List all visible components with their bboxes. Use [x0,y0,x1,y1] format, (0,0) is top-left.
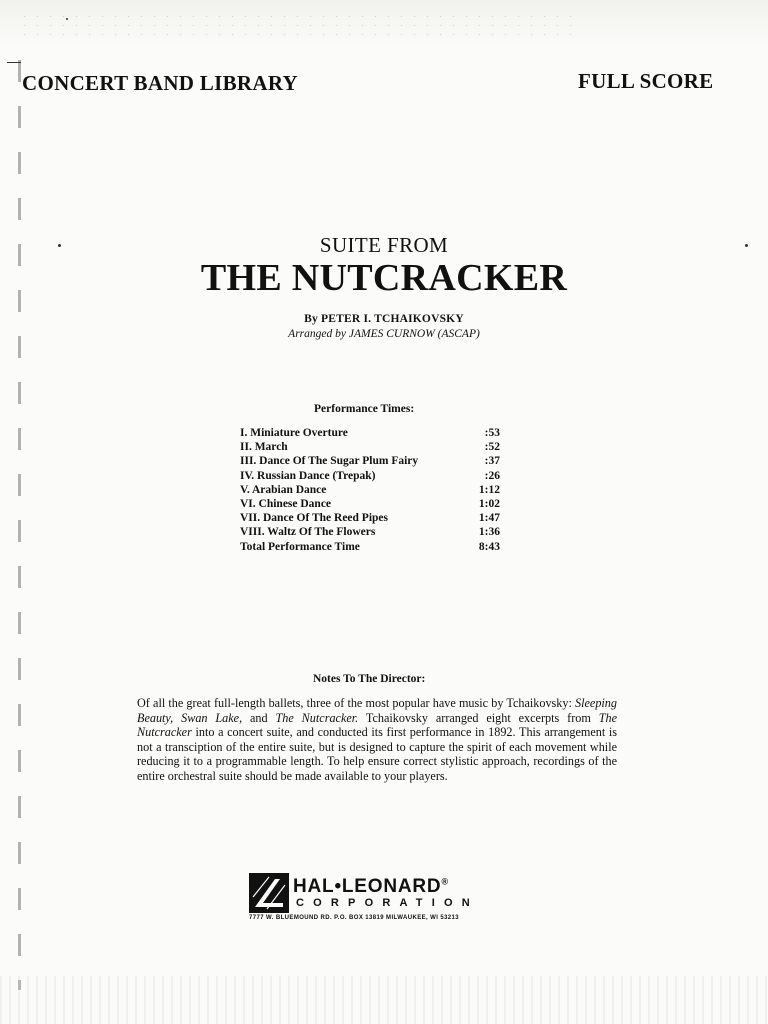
movement-name: VII. Dance Of The Reed Pipes [240,512,389,525]
page-title: THE NUTCRACKER [200,257,568,299]
notes-ballet-title: The Nutcracker [137,710,617,740]
movement-row [240,511,500,525]
arranger-credit: Arranged by JAMES CURNOW (ASCAP) [288,328,480,340]
performance-times-heading: Performance Times: [314,403,415,415]
subtitle-text: SUITE FROM [319,233,449,257]
scan-binding-edge [18,60,21,990]
publisher-corporation: CORPORATION [296,897,479,909]
scan-speck [66,18,68,20]
movement-name: VIII. Waltz Of The Flowers [240,526,376,539]
total-row [240,540,500,554]
movement-name: II. March [240,441,288,454]
movement-row [240,497,500,511]
movement-row [240,483,500,497]
crop-mark [7,62,21,63]
movement-time: 1:02 [478,497,500,510]
movement-name: I. Miniature Overture [240,427,348,439]
movement-row [240,469,500,483]
movement-time: 1:12 [478,483,500,496]
notes-ballet-title: The Nutcracker. [275,710,359,725]
scan-bottom-noise [0,976,768,1024]
movement-time: 1:47 [478,512,500,525]
notes-heading: Notes To The Director: [313,673,426,685]
registered-mark: ® [441,876,449,887]
movement-name: IV. Russian Dance (Trepak) [240,469,376,482]
notes-text: Tchaikovsky arranged eight excerpts from [358,710,599,725]
composer-credit: By PETER I. TCHAIKOVSKY [304,313,464,325]
movement-row [240,426,500,440]
score-type-label: FULL SCORE [578,69,714,93]
movement-name: VI. Chinese Dance [240,497,332,510]
movement-time: :37 [484,455,500,468]
movement-name: III. Dance Of The Sugar Plum Fairy [240,455,419,468]
scan-noise [18,12,578,42]
movement-name: V. Arabian Dance [240,483,327,496]
movement-time: :53 [484,427,500,439]
movement-row [240,525,500,539]
performance-times-list [240,426,500,554]
subtitle [0,233,768,258]
total-time: 8:43 [478,540,500,553]
notes-text: into a concert suite, and conducted its first performance in 1892. This arrangement is not a transciption of the entire suite, but is designed to capture the spirit of each movement while reducing it to a programmable length. To help ensure correct stylistic approach, recordings of the entire orchestral suite should be made available to your players. [137,725,617,783]
publisher-name [293,876,449,898]
movement-time: 1:36 [478,526,500,539]
library-label: CONCERT BAND LIBRARY [22,71,299,95]
notes-text: Of all the great full-length ballets, three of the most popular have music by Tchaikovsky: [137,696,576,710]
total-label: Total Performance Time [240,540,360,553]
notes-text: and [242,710,276,725]
hal-leonard-logo-icon [249,873,289,913]
publisher-name-text: HAL•LEONARD [293,876,442,897]
movement-row [240,454,500,468]
publisher-address: 7777 W. BLUEMOUND RD. P.O. BOX 13819 MILWAUKEE, WI 53213 [249,915,460,921]
movement-time: :52 [484,441,500,454]
notes-ballet-titles: Sleeping Beauty, Swan Lake, [137,696,617,725]
notes-paragraph [137,696,617,784]
movement-row [240,440,500,454]
movement-time: :26 [484,469,500,482]
